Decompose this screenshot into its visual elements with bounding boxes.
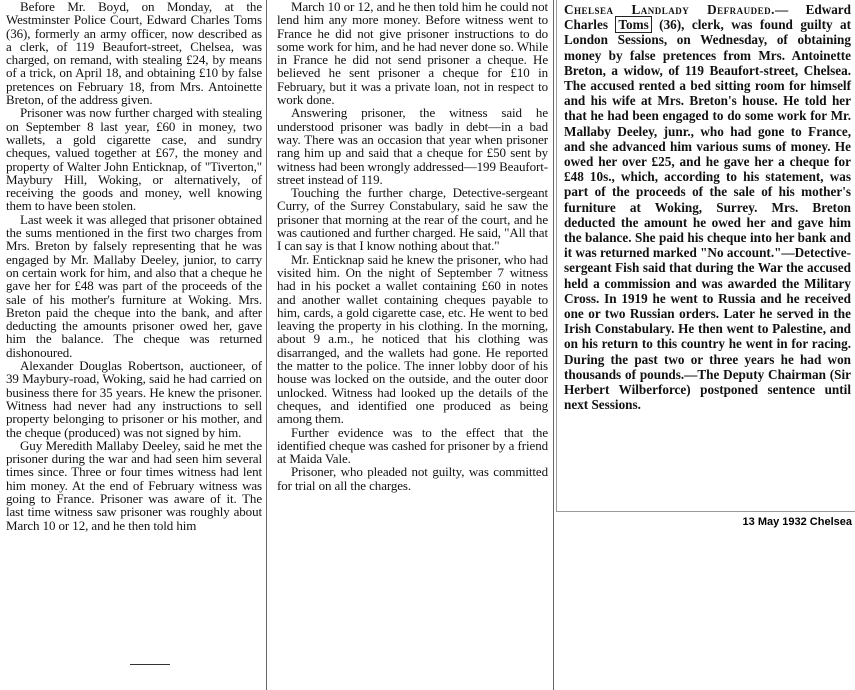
heading-dash: — bbox=[774, 2, 789, 17]
article-column-3 bbox=[558, 0, 855, 512]
paragraph: Before Mr. Boyd, on Monday, at the Westminster Police Court, Edward Charles Toms (36), formerly an army officer, now described as a clerk, of 119 Beaufort-street, Chelsea, was charged, on remand, with stealing £24, by means of a trick, on April 18, and obtaining £10 by false pretences on February 18, from Mrs. Antoinette Breton, of the address given. bbox=[6, 0, 262, 108]
paragraph bbox=[564, 2, 851, 412]
article-body: (36), clerk, was found guilty at London Sessions, on Wednesday, of obtaining money by false pretences from Mrs. Antoinette Breton, a widow, of 119 Beaufort-street, Chelsea. The accused rented a bed sitting room for himself and his wife at Mrs. Breton's house. He told her that he had been engaged to do some work for Mr. Mallaby Deeley, junr., who had gone to France, and she advanced him various sums of money. He owed her over £25, and he gave her a cheque for £48 10s., which, according to his statement, was part of the proceeds of the sale of his mother's furniture at Woking, Surrey. Mrs. Breton deducted the amount he owed her and gave him the balance. She paid his cheque into her bank and it was returned marked "No account."—Detective-sergeant Fish said that during the War the accused held a commission and was awarded the Military Cross. In 1919 he went to Russia and he received one or two Russian orders. Later he served in the Irish Constabulary. He then went to Palestine, and on his return to this country he went in for racing. During the past two or three years he had won thousands of pounds.—The Deputy Chairman (Sir Herbert Wilberforce) postponed sentence until next Sessions. bbox=[564, 17, 852, 413]
paragraph: Guy Meredith Mallaby Deeley, said he met the prisoner during the war and had seen him several times since. Three or four times witness had lent him money. At the end of February witness was going to France. Prisoner was aware of it. The last time witness saw prisoner was roughly about March 10 or 12, and he then told him bbox=[6, 437, 262, 533]
article-column-1 bbox=[0, 0, 265, 690]
paragraph: Mr. Enticknap said he knew the prisoner, who had visited him. On the night of September 7 witness had in his pocket a wallet containing £60 in notes and another wallet containing cheques payable to him, cards, a gold cigarette case, etc. He went to bed leaving the property in his clothing. In the morning, about 9 a.m., he noticed that his clothing was disarranged, and the wallets had gone. He reported the matter to the police. The inner lobby door of his house was locked on the outside, and the outer door unlocked. Witness had looked up the details of the cheques, and identified one produced as being among them. bbox=[277, 251, 548, 427]
paragraph: March 10 or 12, and he then told him he could not lend him any more money. Before witness went to France he did not give prisoner instructions to do some work for him, and he had never done so. While in France he did not send prisoner a cheque. He believed he sent prisoner a cheque for £10 in February, but it was a private loan, not in respect to work done. bbox=[277, 0, 548, 108]
paragraph: Prisoner, who pleaded not guilty, was committed for trial on all the charges. bbox=[277, 464, 548, 493]
paragraph: Answering prisoner, the witness said he understood prisoner was badly in debt—in a bad way. There was an occasion that year when prisoner rang him up and said that a cheque for £50 sent by witness had been wrongly addressed—199 Beaufort-street instead of 119. bbox=[277, 105, 548, 187]
column-divider-right bbox=[553, 0, 554, 690]
highlighted-name: Toms bbox=[615, 16, 651, 33]
paragraph: Last week it was alleged that prisoner obtained the sums mentioned in the first two charges from Mrs. Breton by falsely representing that he was engaged by Mr. Mallaby Deeley, junior, to carry on certain work for him, and also that a cheque he gave her for £48 was part of the proceeds of the sale of his mother's furniture at Woking. Mrs. Breton paid the cheque into the bank, and after deducting the amounts prisoner owed her, gave him the balance. The cheque was returned dishonoured. bbox=[6, 211, 262, 360]
article-heading: Chelsea Landlady Defrauded. bbox=[564, 2, 775, 17]
paragraph: Alexander Douglas Robertson, auctioneer, of 39 Maybury-road, Woking, said he had carried on business there for 35 years. He knew the prisoner. Witness had never had any instructions to sell property belonging to prisoner or his mother, and the cheque (produced) was not signed by him. bbox=[6, 358, 262, 440]
end-rule bbox=[130, 664, 170, 665]
clipping-border-left bbox=[556, 0, 557, 512]
paragraph: Prisoner was now further charged with stealing on September 8 last year, £60 in money, two wallets, a gold cigarette case, and sundry cheques, valued together at £67, the money and property of Walter John Enticknap, of "Tiverton," Maybury Hill, Woking, or alternatively, of receiving the goods and money, well knowing them to have been stolen. bbox=[6, 105, 262, 214]
paragraph: Touching the further charge, Detective-sergeant Curry, of the Surrey Constabulary, said he saw the prisoner that morning at the rear of the court, and he was cautioned and further charged. He said, "All that I can say is that I know nothing about that." bbox=[277, 185, 548, 254]
clipping-caption: 13 May 1932 Chelsea bbox=[742, 516, 852, 528]
lead-name: Edward Charles bbox=[564, 2, 851, 33]
paragraph: Further evidence was to the effect that the identified cheque was cashed for prisoner by a friend at Maida Vale. bbox=[277, 424, 548, 467]
column-divider-left bbox=[266, 0, 267, 690]
article-column-2 bbox=[269, 0, 551, 668]
